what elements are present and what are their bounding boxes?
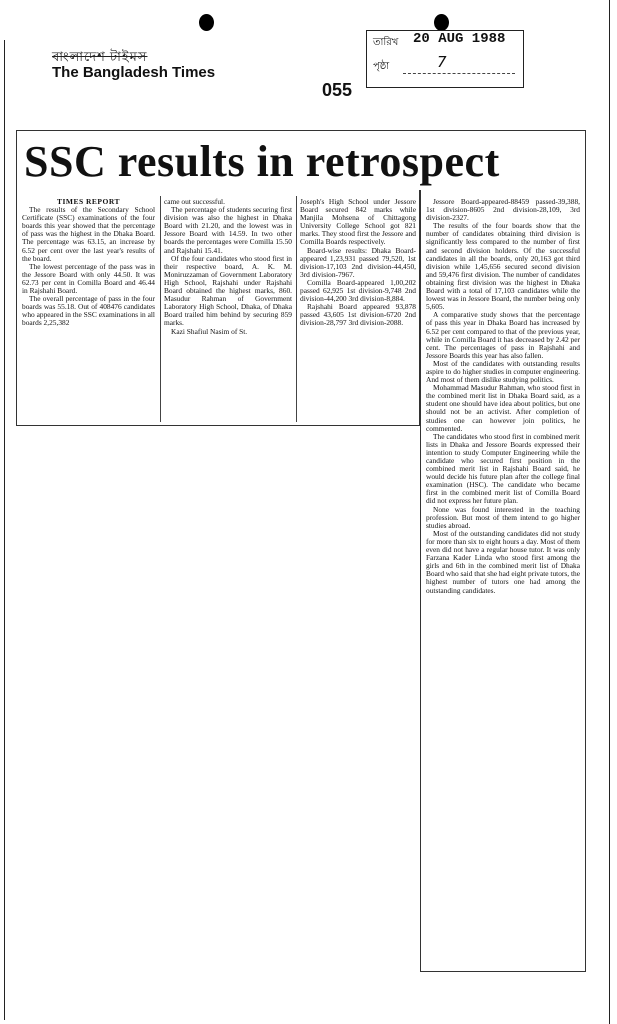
paragraph: Most of the outstanding candidates did not study for more than six to eight hours a day. Most of them even did not have a regular house tutor. It was only Farzana Kader Linda who stood first among the girls and 6th in the combined merit list of Dhaka Board who said that she had eight private tutors, the highest number of tutors one had among the outstanding candidates. <box>426 528 580 595</box>
column-rule <box>296 196 297 422</box>
paragraph: The lowest percentage of the pass was in the Jessore Board with only 44.50. It was 62.73 per cent in Comilla Board and 46.44 in Rajshahi Board. <box>22 261 155 296</box>
article-byline: TIMES REPORT <box>56 197 121 206</box>
paragraph: Rajshahi Board appeared 93,878 passed 43,605 1st division-6720 2nd division-28,797 3rd division-2088. <box>300 302 416 328</box>
masthead-scribble: বাংলাদেশ টাইমস <box>52 49 148 64</box>
paragraph: None was found interested in the teaching profession. But most of them intend to go higher studies abroad. <box>426 504 580 530</box>
article-column-4 <box>426 198 580 595</box>
article-column-3 <box>300 198 416 328</box>
page-number: 055 <box>322 80 353 100</box>
article-column-1 <box>22 198 155 328</box>
stamp-date-label: তারিখ <box>373 37 399 48</box>
date-stamp <box>366 30 524 88</box>
paragraph: Jessore Board-appeared-88459 passed-39,388, 1st division-8605 2nd division-28,109, 3rd division-2327. <box>426 197 580 223</box>
paragraph: Most of the candidates with outstanding results aspire to do higher studies in computer engineering. And most of them dislike studying politics. <box>426 358 580 385</box>
paragraph: The percentage of students securing first division was also the highest in Dhaka Board with 21.20, and the lowest was in Jessore Board with 14.59. In two other boards the percentages were Comilla 15.50 and Rajshahi 15.41. <box>164 205 292 255</box>
punch-hole-left <box>199 14 214 31</box>
paragraph: Board-wise results: Dhaka Board-appeared 1,23,931 passed 79,520, 1st division-17,103 2nd division-44,450, 3rd division-7967. <box>300 245 416 279</box>
scan-edge-right <box>609 0 610 1024</box>
paragraph: The candidates who stood first in combined merit lists in Dhaka and Jessore Boards expressed their intention to study Computer Engineering while the candidate who secured first position in the combined merit list in Rajshahi Board said, he would decide his future plan after the college final examination (HSC). The candidate who became first in the combined merit list of Comilla Board did not express her future plan. <box>426 431 580 506</box>
article-headline: SSC results in retrospect <box>24 137 500 186</box>
stamp-page-label: পৃষ্ঠা <box>373 61 390 72</box>
article-column-2 <box>164 198 292 336</box>
paragraph: The overall percentage of pass in the four boards was 55.18. Out of 408476 candidates who appeared in the SSC examinations in all boards 2,25,382 <box>22 294 155 328</box>
column-rule <box>160 196 161 422</box>
newspaper-name: The Bangladesh Times <box>52 64 216 81</box>
paragraph: Joseph's High School under Jessore Board secured 842 marks while Manjila Mohsena of Chittagong University College School got 821 marks. They stood first the Jessore and Comilla Boards respectively. <box>300 197 416 247</box>
scan-edge-left <box>4 40 5 1020</box>
stamp-date: 20 AUG 1988 <box>413 31 506 47</box>
masthead <box>52 50 215 82</box>
paragraph: Comilla Board-appeared 1,00,202 passed 62,925 1st division-9,748 2nd division-44,200 3rd division-8,884. <box>300 277 416 304</box>
paragraph: Of the four candidates who stood first in their respective board, A. K. M. Moniruzzaman of Government Laboratory High School, Rajshahi under Rajshahi Board obtained the highest marks, 860. Masudur Rahman of Government Laboratory High School, Dhaka, of Dhaka Board trailed him behind by securing 859 marks. <box>164 253 292 328</box>
paragraph: The results of the Secondary School Certificate (SSC) examinations of the four boards this year showed that the percentage of pass was the highest in the Dhaka Board. The percentage was 63.15, an increase by 6.52 per cent over the last year's results of the board. <box>22 205 155 263</box>
paragraph: A comparative study shows that the percentage of pass this year in Dhaka Board has increased by 6.52 per cent compared to that of the previous year, while in Comilla Board it has decreased by 2.42 per cent. The percentages of pass in Rajshahi and Jessore Boards this year has also fallen. <box>426 310 580 360</box>
paragraph: came out successful. <box>164 197 225 206</box>
punch-hole-right <box>434 14 449 31</box>
paragraph: Mohammad Masudur Rahman, who stood first in the combined merit list in Dhaka Board said, as a student one should have idea about politics, but one should not be an activist. After completion of studies one can however join politics, he commented. <box>426 383 580 433</box>
stamp-page-value: 7 <box>437 53 447 71</box>
paragraph: The results of the four boards show that the number of candidates obtaining third division is significantly less compared to the number of first and second division holders. Of the successful candidates in all the boards, only 20,163 got third division while 1,45,656 secured second division and 59,476 first division. The number of candidates obtaining first division was the highest in Dhaka Board with a total of 17,103 candidates while the lowest was in Jessore Board, the number being only 5,605. <box>426 221 580 312</box>
paragraph: Kazi Shafiul Nasim of St. <box>171 326 248 336</box>
stamp-line <box>403 73 515 74</box>
